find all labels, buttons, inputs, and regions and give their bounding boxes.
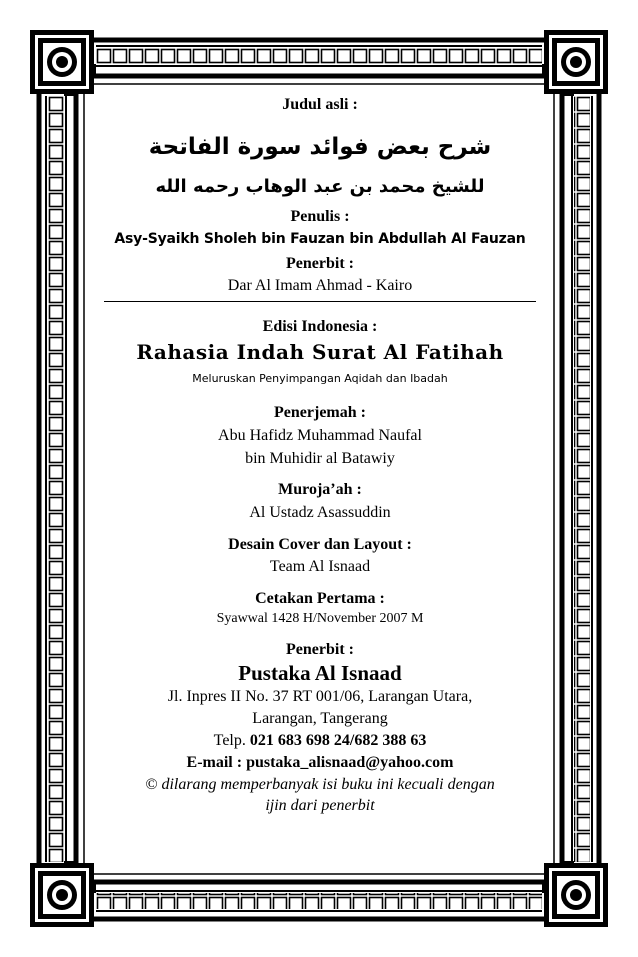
edition-title: Rahasia Indah Surat Al Fatihah bbox=[136, 340, 504, 364]
publisher-email: E-mail : pustaka_alisnaad@yahoo.com bbox=[186, 754, 454, 771]
corner-ornament-bottom-right bbox=[544, 863, 608, 927]
arabic-original-title: شرح بعض فوائد سورة الفاتحة bbox=[148, 134, 492, 160]
author-label: Penulis : bbox=[290, 208, 350, 225]
publisher-label: Penerbit : bbox=[286, 641, 354, 658]
publisher-phone-line bbox=[104, 732, 536, 750]
phone-prefix: Telp. bbox=[213, 732, 246, 749]
reviewer-name: Al Ustadz Asassuddin bbox=[249, 504, 391, 521]
translator-name-line1: Abu Hafidz Muhammad Naufal bbox=[218, 427, 422, 444]
translator-name-line2: bin Muhidir al Batawiy bbox=[245, 450, 395, 467]
reviewer-label: Muroja’ah : bbox=[278, 481, 362, 498]
edition-label: Edisi Indonesia : bbox=[262, 318, 378, 335]
original-publisher-label: Penerbit : bbox=[286, 255, 354, 272]
corner-ornament-top-right bbox=[544, 30, 608, 94]
design-name: Team Al Isnaad bbox=[269, 558, 371, 575]
printing-date: Syawwal 1428 H/November 2007 M bbox=[216, 611, 424, 626]
edition-subtitle: Meluruskan Penyimpangan Aqidah dan Ibadah bbox=[192, 372, 448, 385]
copyright-line1: © dilarang memperbanyak isi buku ini kecuali dengan bbox=[145, 776, 495, 793]
original-title-label: Judul asli : bbox=[282, 96, 358, 113]
author-name: Asy-Syaikh Sholeh bin Fauzan bin Abdullah Al Fauzan bbox=[114, 231, 526, 247]
corner-ornament-top-left bbox=[30, 30, 94, 94]
printing-label: Cetakan Pertama : bbox=[255, 590, 385, 607]
divider bbox=[104, 301, 536, 302]
phone-number: 021 683 698 24/682 388 63 bbox=[249, 732, 427, 749]
corner-ornament-bottom-left bbox=[30, 863, 94, 927]
copyright-line2: ijin dari penerbit bbox=[265, 797, 375, 814]
publisher-address-line1: Jl. Inpres II No. 37 RT 001/06, Larangan Utara, bbox=[167, 688, 473, 705]
original-publisher-name: Dar Al Imam Ahmad - Kairo bbox=[227, 277, 413, 294]
arabic-original-author: للشيخ محمد بن عبد الوهاب رحمه الله bbox=[155, 176, 485, 197]
design-label: Desain Cover dan Layout : bbox=[228, 536, 412, 553]
publisher-name: Pustaka Al Isnaad bbox=[238, 661, 402, 685]
publisher-address-line2: Larangan, Tangerang bbox=[252, 710, 388, 727]
translator-label: Penerjemah : bbox=[274, 404, 366, 421]
